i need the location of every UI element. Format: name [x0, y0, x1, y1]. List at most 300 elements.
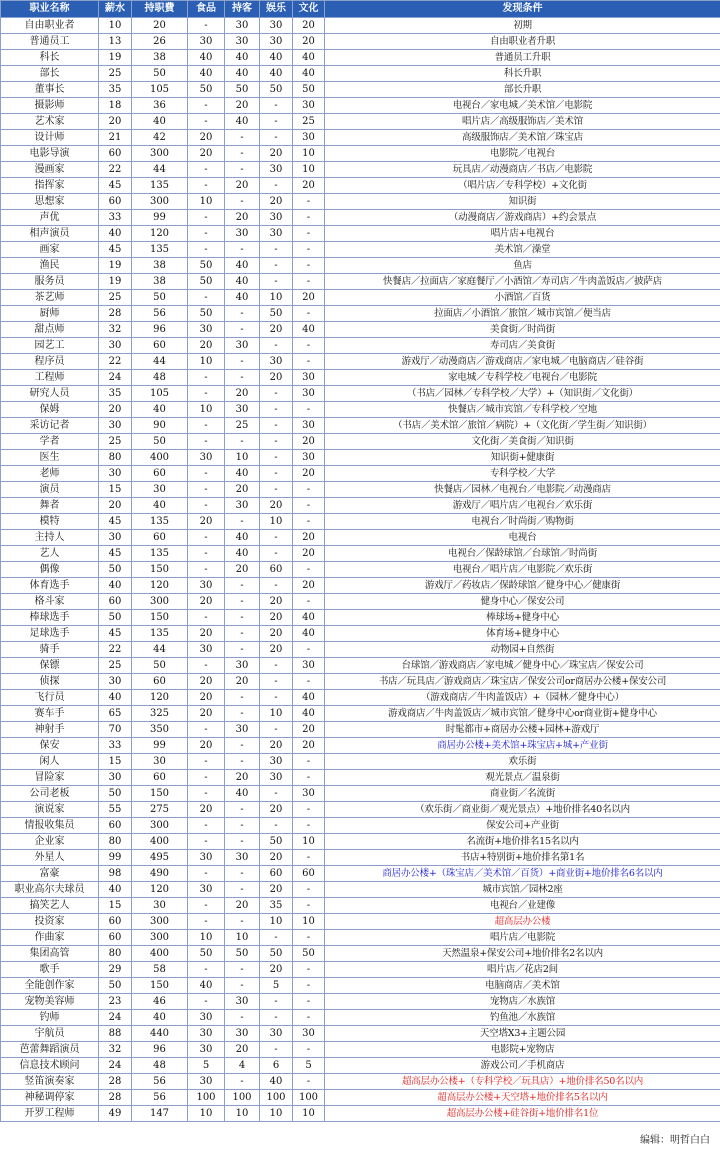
salary-cell: 19 — [99, 274, 132, 290]
upkeep-cell: 495 — [132, 850, 188, 866]
service-cell: 30 — [225, 658, 260, 674]
food-cell: 20 — [188, 690, 225, 706]
upkeep-cell: 44 — [132, 162, 188, 178]
condition-cell: 体育场+健身中心 — [325, 626, 720, 642]
salary-cell: 22 — [99, 642, 132, 658]
culture-cell: 10 — [293, 146, 325, 162]
culture-cell: - — [293, 258, 325, 274]
service-cell: 50 — [225, 82, 260, 98]
job-name-cell: 作曲家 — [1, 930, 99, 946]
service-cell: - — [225, 866, 260, 882]
condition-cell: 知识街 — [325, 194, 720, 210]
salary-cell: 30 — [99, 466, 132, 482]
food-cell: - — [188, 754, 225, 770]
service-cell: 20 — [225, 210, 260, 226]
entertainment-cell: 20 — [260, 626, 293, 642]
table-row — [1, 770, 720, 786]
upkeep-cell: 44 — [132, 642, 188, 658]
condition-cell: （动漫商店／游戏商店）+约会景点 — [325, 210, 720, 226]
entertainment-cell: 60 — [260, 866, 293, 882]
entertainment-cell: - — [260, 402, 293, 418]
job-name-cell: 保镖 — [1, 658, 99, 674]
entertainment-cell: - — [260, 98, 293, 114]
upkeep-cell: 96 — [132, 1042, 188, 1058]
condition-cell: 文化街／美食街／知识街 — [325, 434, 720, 450]
job-name-cell: 程序员 — [1, 354, 99, 370]
food-cell: 20 — [188, 514, 225, 530]
food-cell: - — [188, 386, 225, 402]
salary-cell: 33 — [99, 738, 132, 754]
food-cell: - — [188, 834, 225, 850]
service-cell: 20 — [225, 770, 260, 786]
salary-cell: 60 — [99, 818, 132, 834]
upkeep-cell: 135 — [132, 514, 188, 530]
service-cell: - — [225, 370, 260, 386]
job-name-cell: 飞行员 — [1, 690, 99, 706]
condition-cell: 游戏厅／唱片店／电视台／欢乐街 — [325, 498, 720, 514]
entertainment-cell: 20 — [260, 370, 293, 386]
upkeep-cell: 150 — [132, 786, 188, 802]
culture-cell: 30 — [293, 450, 325, 466]
salary-cell: 24 — [99, 1010, 132, 1026]
entertainment-cell: - — [260, 546, 293, 562]
culture-cell: - — [293, 274, 325, 290]
culture-cell: 10 — [293, 914, 325, 930]
upkeep-cell: 30 — [132, 482, 188, 498]
table-row — [1, 498, 720, 514]
job-name-cell: 情报收集员 — [1, 818, 99, 834]
salary-cell: 60 — [99, 146, 132, 162]
column-header-condition: 发现条件 — [325, 1, 720, 18]
food-cell: - — [188, 658, 225, 674]
culture-cell: 100 — [293, 1090, 325, 1106]
table-row — [1, 386, 720, 402]
upkeep-cell: 60 — [132, 530, 188, 546]
salary-cell: 40 — [99, 690, 132, 706]
table-row — [1, 242, 720, 258]
job-name-cell: 钓师 — [1, 1010, 99, 1026]
entertainment-cell: 30 — [260, 1026, 293, 1042]
table-row — [1, 466, 720, 482]
food-cell: - — [188, 610, 225, 626]
food-cell: 20 — [188, 802, 225, 818]
salary-cell: 60 — [99, 594, 132, 610]
food-cell: - — [188, 210, 225, 226]
service-cell: - — [225, 978, 260, 994]
food-cell: - — [188, 242, 225, 258]
service-cell: - — [225, 1074, 260, 1090]
service-cell: 40 — [225, 546, 260, 562]
salary-cell: 32 — [99, 322, 132, 338]
condition-cell: 健身中心／保安公司 — [325, 594, 720, 610]
entertainment-cell: 30 — [260, 18, 293, 34]
upkeep-cell: 42 — [132, 130, 188, 146]
service-cell: 40 — [225, 66, 260, 82]
condition-cell: 唱片店+电视台 — [325, 226, 720, 242]
upkeep-cell: 105 — [132, 386, 188, 402]
culture-cell: - — [293, 306, 325, 322]
table-row — [1, 450, 720, 466]
condition-cell: 家电城／专科学校／电视台／电影院 — [325, 370, 720, 386]
service-cell: - — [225, 706, 260, 722]
condition-cell: （游戏商店／牛肉盖饭店）+（园林／健身中心） — [325, 690, 720, 706]
table-row — [1, 562, 720, 578]
table-row — [1, 818, 720, 834]
upkeep-cell: 300 — [132, 594, 188, 610]
culture-cell: 20 — [293, 578, 325, 594]
condition-cell: 专科学校／大学 — [325, 466, 720, 482]
entertainment-cell: - — [260, 466, 293, 482]
column-header-culture: 文化 — [293, 1, 325, 18]
job-name-cell: 画家 — [1, 242, 99, 258]
table-row — [1, 546, 720, 562]
table-row — [1, 1106, 720, 1122]
job-name-cell: 职业高尔夫球员 — [1, 882, 99, 898]
upkeep-cell: 120 — [132, 578, 188, 594]
upkeep-cell: 36 — [132, 98, 188, 114]
condition-cell: 台球馆／游戏商店／家电城／健身中心／珠宝店／保安公司 — [325, 658, 720, 674]
job-name-cell: 偶像 — [1, 562, 99, 578]
column-header-name: 职业名称 — [1, 1, 99, 18]
culture-cell: 40 — [293, 706, 325, 722]
condition-cell: 游戏商店／牛肉盖饭店／城市宾馆／健身中心or商业街+健身中心 — [325, 706, 720, 722]
entertainment-cell: 10 — [260, 706, 293, 722]
table-row — [1, 898, 720, 914]
table-row — [1, 1026, 720, 1042]
service-cell: - — [225, 594, 260, 610]
condition-cell: 书店／玩具店／游戏商店／珠宝店／保安公司or商居办公楼+保安公司 — [325, 674, 720, 690]
condition-cell: 美食街／时尚街 — [325, 322, 720, 338]
entertainment-cell: 40 — [260, 66, 293, 82]
job-name-cell: 服务员 — [1, 274, 99, 290]
table-row — [1, 866, 720, 882]
food-cell: 20 — [188, 674, 225, 690]
entertainment-cell: - — [260, 274, 293, 290]
entertainment-cell: - — [260, 674, 293, 690]
upkeep-cell: 60 — [132, 466, 188, 482]
salary-cell: 28 — [99, 306, 132, 322]
upkeep-cell: 400 — [132, 450, 188, 466]
food-cell: 50 — [188, 274, 225, 290]
food-cell: - — [188, 994, 225, 1010]
culture-cell: - — [293, 818, 325, 834]
upkeep-cell: 300 — [132, 146, 188, 162]
job-name-cell: 自由职业者 — [1, 18, 99, 34]
culture-cell: 30 — [293, 786, 325, 802]
upkeep-cell: 150 — [132, 978, 188, 994]
service-cell: - — [225, 882, 260, 898]
job-name-cell: 艺人 — [1, 546, 99, 562]
service-cell: - — [225, 242, 260, 258]
salary-cell: 70 — [99, 722, 132, 738]
food-cell: 10 — [188, 194, 225, 210]
upkeep-cell: 40 — [132, 114, 188, 130]
culture-cell: 20 — [293, 34, 325, 50]
food-cell: 20 — [188, 130, 225, 146]
table-row — [1, 706, 720, 722]
service-cell: 40 — [225, 466, 260, 482]
job-name-cell: 芭蕾舞蹈演员 — [1, 1042, 99, 1058]
entertainment-cell: - — [260, 386, 293, 402]
job-name-cell: 宇航员 — [1, 1026, 99, 1042]
entertainment-cell: - — [260, 434, 293, 450]
table-row — [1, 82, 720, 98]
job-name-cell: 开罗工程师 — [1, 1106, 99, 1122]
entertainment-cell: - — [260, 130, 293, 146]
culture-cell: 20 — [293, 738, 325, 754]
culture-cell: - — [293, 962, 325, 978]
job-name-cell: 保姆 — [1, 402, 99, 418]
table-row — [1, 594, 720, 610]
condition-cell: 商居办公楼+美术馆+珠宝店+城+产业街 — [325, 738, 720, 754]
service-cell: - — [225, 578, 260, 594]
culture-cell: - — [293, 802, 325, 818]
salary-cell: 15 — [99, 482, 132, 498]
food-cell: 100 — [188, 1090, 225, 1106]
culture-cell: 20 — [293, 546, 325, 562]
job-name-cell: 电影导演 — [1, 146, 99, 162]
salary-cell: 45 — [99, 242, 132, 258]
entertainment-cell: 30 — [260, 770, 293, 786]
entertainment-cell: 20 — [260, 594, 293, 610]
salary-cell: 18 — [99, 98, 132, 114]
food-cell: - — [188, 546, 225, 562]
service-cell: 4 — [225, 1058, 260, 1074]
table-row — [1, 738, 720, 754]
salary-cell: 50 — [99, 562, 132, 578]
culture-cell: 30 — [293, 386, 325, 402]
entertainment-cell: 10 — [260, 290, 293, 306]
entertainment-cell: - — [260, 482, 293, 498]
culture-cell: 20 — [293, 434, 325, 450]
job-name-cell: 骑手 — [1, 642, 99, 658]
salary-cell: 80 — [99, 450, 132, 466]
salary-cell: 20 — [99, 498, 132, 514]
service-cell: 30 — [225, 34, 260, 50]
table-row — [1, 578, 720, 594]
entertainment-cell: - — [260, 722, 293, 738]
service-cell: - — [225, 834, 260, 850]
food-cell: - — [188, 498, 225, 514]
salary-cell: 45 — [99, 514, 132, 530]
table-row — [1, 994, 720, 1010]
upkeep-cell: 275 — [132, 802, 188, 818]
salary-cell: 28 — [99, 1090, 132, 1106]
salary-cell: 35 — [99, 386, 132, 402]
table-row — [1, 834, 720, 850]
service-cell: - — [225, 626, 260, 642]
culture-cell: 20 — [293, 290, 325, 306]
entertainment-cell: 30 — [260, 34, 293, 50]
salary-cell: 10 — [99, 18, 132, 34]
upkeep-cell: 56 — [132, 1074, 188, 1090]
table-row — [1, 658, 720, 674]
entertainment-cell: - — [260, 690, 293, 706]
upkeep-cell: 325 — [132, 706, 188, 722]
food-cell: 40 — [188, 66, 225, 82]
service-cell: - — [225, 1010, 260, 1026]
condition-cell: （书店／园林／专科学校／大学）+（知识街／文化街） — [325, 386, 720, 402]
salary-cell: 98 — [99, 866, 132, 882]
culture-cell: - — [293, 642, 325, 658]
job-name-cell: 格斗家 — [1, 594, 99, 610]
upkeep-cell: 300 — [132, 930, 188, 946]
job-name-cell: 设计师 — [1, 130, 99, 146]
salary-cell: 19 — [99, 50, 132, 66]
service-cell: 10 — [225, 1106, 260, 1122]
condition-cell: 电视台／时尚街／购物街 — [325, 514, 720, 530]
condition-cell: （书店／美术馆／旅馆／病院）+（文化街／学生街／知识街） — [325, 418, 720, 434]
food-cell: - — [188, 898, 225, 914]
condition-cell: （欢乐街／商业街／观光景点）+地价排名40名以内 — [325, 802, 720, 818]
entertainment-cell: - — [260, 578, 293, 594]
table-row — [1, 1074, 720, 1090]
column-header-service: 持客 — [225, 1, 260, 18]
service-cell: - — [225, 802, 260, 818]
upkeep-cell: 56 — [132, 1090, 188, 1106]
entertainment-cell: - — [260, 178, 293, 194]
job-name-cell: 神秘调停家 — [1, 1090, 99, 1106]
job-name-cell: 舞者 — [1, 498, 99, 514]
service-cell: - — [225, 610, 260, 626]
salary-cell: 29 — [99, 962, 132, 978]
service-cell: - — [225, 146, 260, 162]
entertainment-cell: - — [260, 242, 293, 258]
table-row — [1, 850, 720, 866]
job-name-cell: 相声演员 — [1, 226, 99, 242]
job-name-cell: 茶艺师 — [1, 290, 99, 306]
upkeep-cell: 50 — [132, 290, 188, 306]
entertainment-cell: - — [260, 930, 293, 946]
salary-cell: 23 — [99, 994, 132, 1010]
table-row — [1, 66, 720, 82]
culture-cell: 30 — [293, 658, 325, 674]
entertainment-cell: - — [260, 786, 293, 802]
entertainment-cell: 10 — [260, 1106, 293, 1122]
job-name-cell: 部长 — [1, 66, 99, 82]
upkeep-cell: 44 — [132, 354, 188, 370]
service-cell: 40 — [225, 290, 260, 306]
culture-cell: - — [293, 850, 325, 866]
culture-cell: - — [293, 562, 325, 578]
upkeep-cell: 48 — [132, 1058, 188, 1074]
condition-cell: 玩具店／动漫商店／书店／电影院 — [325, 162, 720, 178]
salary-cell: 40 — [99, 882, 132, 898]
upkeep-cell: 150 — [132, 562, 188, 578]
culture-cell: 40 — [293, 690, 325, 706]
service-cell: 30 — [225, 226, 260, 242]
salary-cell: 45 — [99, 178, 132, 194]
entertainment-cell: 5 — [260, 978, 293, 994]
condition-cell: 自由职业者升职 — [325, 34, 720, 50]
job-name-cell: 演说家 — [1, 802, 99, 818]
service-cell: 50 — [225, 946, 260, 962]
entertainment-cell: - — [260, 818, 293, 834]
salary-cell: 60 — [99, 930, 132, 946]
condition-cell: （唱片店／专科学校）+文化街 — [325, 178, 720, 194]
condition-cell: 保安公司+产业街 — [325, 818, 720, 834]
food-cell: 30 — [188, 850, 225, 866]
culture-cell: - — [293, 354, 325, 370]
upkeep-cell: 50 — [132, 434, 188, 450]
food-cell: 20 — [188, 738, 225, 754]
food-cell: - — [188, 290, 225, 306]
entertainment-cell: - — [260, 1042, 293, 1058]
job-name-cell: 医生 — [1, 450, 99, 466]
upkeep-cell: 40 — [132, 498, 188, 514]
upkeep-cell: 105 — [132, 82, 188, 98]
table-row — [1, 962, 720, 978]
salary-cell: 60 — [99, 194, 132, 210]
table-row — [1, 354, 720, 370]
entertainment-cell: - — [260, 258, 293, 274]
culture-cell: 40 — [293, 322, 325, 338]
service-cell: - — [225, 194, 260, 210]
service-cell: 10 — [225, 450, 260, 466]
entertainment-cell: 50 — [260, 946, 293, 962]
job-name-cell: 声优 — [1, 210, 99, 226]
salary-cell: 22 — [99, 162, 132, 178]
service-cell: - — [225, 514, 260, 530]
salary-cell: 50 — [99, 610, 132, 626]
salary-cell: 50 — [99, 786, 132, 802]
salary-cell: 15 — [99, 898, 132, 914]
upkeep-cell: 350 — [132, 722, 188, 738]
job-name-cell: 足球选手 — [1, 626, 99, 642]
upkeep-cell: 38 — [132, 274, 188, 290]
culture-cell: 20 — [293, 178, 325, 194]
salary-cell: 25 — [99, 658, 132, 674]
job-name-cell: 董事长 — [1, 82, 99, 98]
table-row — [1, 402, 720, 418]
table-row — [1, 946, 720, 962]
culture-cell: - — [293, 1010, 325, 1026]
entertainment-cell: 50 — [260, 834, 293, 850]
food-cell: - — [188, 818, 225, 834]
entertainment-cell: 30 — [260, 226, 293, 242]
condition-cell: 电视台／家电城／美术馆／电影院 — [325, 98, 720, 114]
job-name-cell: 搞笑艺人 — [1, 898, 99, 914]
condition-cell: 小酒馆／百货 — [325, 290, 720, 306]
entertainment-cell: 20 — [260, 322, 293, 338]
entertainment-cell: - — [260, 658, 293, 674]
service-cell: - — [225, 754, 260, 770]
entertainment-cell: 50 — [260, 306, 293, 322]
upkeep-cell: 135 — [132, 626, 188, 642]
salary-cell: 25 — [99, 290, 132, 306]
condition-cell: 快餐店／拉面店／家庭餐厅／小酒馆／寿司店／牛肉盖饭店／披萨店 — [325, 274, 720, 290]
entertainment-cell: 10 — [260, 514, 293, 530]
condition-cell: 游戏公司／手机商店 — [325, 1058, 720, 1074]
service-cell: 30 — [225, 402, 260, 418]
culture-cell: - — [293, 194, 325, 210]
salary-cell: 30 — [99, 418, 132, 434]
food-cell: - — [188, 866, 225, 882]
upkeep-cell: 56 — [132, 306, 188, 322]
service-cell: 20 — [225, 482, 260, 498]
condition-cell: 电视台／业建像 — [325, 898, 720, 914]
condition-cell: 电视台 — [325, 530, 720, 546]
job-name-cell: 闲人 — [1, 754, 99, 770]
job-name-cell: 公司老板 — [1, 786, 99, 802]
condition-cell: 唱片店／花店2间 — [325, 962, 720, 978]
table-row — [1, 50, 720, 66]
upkeep-cell: 135 — [132, 242, 188, 258]
food-cell: 20 — [188, 626, 225, 642]
salary-cell: 19 — [99, 258, 132, 274]
culture-cell: - — [293, 482, 325, 498]
food-cell: 30 — [188, 578, 225, 594]
